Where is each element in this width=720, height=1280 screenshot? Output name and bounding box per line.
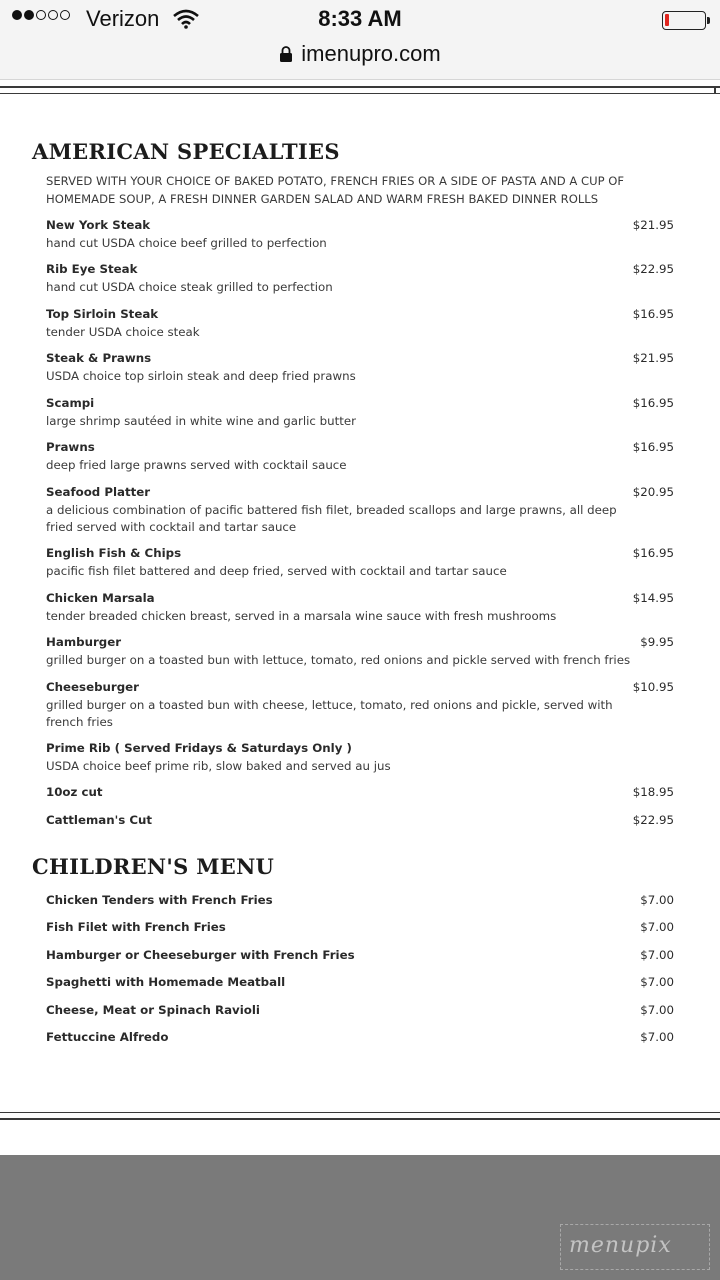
menu-item-name: Chicken Marsala — [46, 591, 155, 605]
menu-item-description: deep fried large prawns served with cocktail sauce — [46, 458, 347, 472]
menu-item-name: Cheeseburger — [46, 680, 140, 694]
menu-item-name: Scampi — [46, 396, 95, 410]
menu-item — [46, 351, 674, 385]
dot-leader — [154, 228, 629, 229]
menu-item-name: Cattleman's Cut — [46, 813, 153, 827]
dot-leader — [359, 958, 637, 959]
menu-item-name: Seafood Platter — [46, 485, 151, 499]
dot-leader — [264, 1013, 636, 1014]
menu-item-name: Cheese, Meat or Spinach Ravioli — [46, 1003, 260, 1017]
menu-item-description: hand cut USDA choice steak grilled to perfection — [46, 280, 333, 294]
menu-item-description: a delicious combination of pacific battered fish filet, breaded scallops and large prawns, all deep fried served with cocktail and tartar sauce — [46, 503, 617, 534]
menu-item-name: New York Steak — [46, 218, 151, 232]
menu-item-name: 10oz cut — [46, 785, 103, 799]
menu-item — [46, 546, 674, 580]
dot-leader — [125, 645, 636, 646]
menu-item — [46, 1030, 674, 1047]
clock: 8:33 AM — [318, 6, 402, 31]
menu-item-price: $20.95 — [632, 485, 674, 499]
battery-level — [665, 14, 669, 26]
menu-item-price: $7.00 — [640, 1030, 674, 1044]
watermark-text: menupix — [569, 1233, 672, 1258]
menu-item — [46, 218, 674, 252]
menu-item-prime-rib — [46, 741, 674, 775]
dot-leader — [141, 272, 628, 273]
menu-item-description: tender USDA choice steak — [46, 325, 200, 339]
menu-item-description: pacific fish filet battered and deep fried, served with cocktail and tartar sauce — [46, 564, 507, 578]
menu-item — [46, 680, 674, 731]
dot-leader — [162, 317, 629, 318]
section-intro: SERVED WITH YOUR CHOICE OF BAKED POTATO, FRENCH FRIES OR A SIDE OF PASTA AND A CUP OF HOMEMADE SOUP, A FRESH DINNER GARDEN SALAD AND WARM FRESH BAKED DINNER ROLLS — [46, 174, 625, 206]
menu-item — [46, 485, 674, 536]
menu-item-price: $9.95 — [640, 635, 674, 649]
menu-item-name: Top Sirloin Steak — [46, 307, 159, 321]
menu-item-description: grilled burger on a toasted bun with cheese, lettuce, tomato, red onions and pickle, served with french fries — [46, 698, 613, 729]
section-title-children: CHILDREN'S MENU — [32, 854, 275, 879]
dot-leader — [230, 930, 636, 931]
dot-leader — [155, 361, 629, 362]
dot-leader — [143, 690, 629, 691]
menu-item — [46, 307, 674, 341]
battery-icon — [662, 11, 706, 30]
menu-item-price: $21.95 — [632, 218, 674, 232]
menu-item-price: $16.95 — [632, 307, 674, 321]
menu-item-price: $14.95 — [632, 591, 674, 605]
menu-item-name: English Fish & Chips — [46, 546, 182, 560]
menu-item — [46, 813, 674, 830]
menu-item — [46, 785, 674, 802]
url-text[interactable]: imenupro.com — [301, 41, 441, 66]
menu-item-price: $16.95 — [632, 440, 674, 454]
menu-item — [46, 948, 674, 965]
dot-leader — [99, 450, 629, 451]
menu-item-name: Prawns — [46, 440, 95, 454]
dot-leader — [172, 1040, 636, 1041]
dot-leader — [107, 795, 629, 796]
menu-item-name: Prime Rib ( Served Fridays & Saturdays Only ) — [46, 741, 352, 755]
menu-item-name: Chicken Tenders with French Fries — [46, 893, 273, 907]
menu-item-name: Spaghetti with Homemade Meatball — [46, 975, 286, 989]
menu-item-price: $22.95 — [632, 262, 674, 276]
menu-item-name: Fettuccine Alfredo — [46, 1030, 169, 1044]
dot-leader — [154, 495, 629, 496]
menu-item-price: $7.00 — [640, 1003, 674, 1017]
menu-item-price: $7.00 — [640, 893, 674, 907]
menu-item-name: Fish Filet with French Fries — [46, 920, 226, 934]
menu-item-price: $7.00 — [640, 948, 674, 962]
page-border-bottom — [0, 1112, 720, 1120]
carrier-name: Verizon — [86, 6, 160, 31]
lock-icon — [279, 45, 293, 63]
dot-leader — [156, 823, 629, 824]
menu-item — [46, 591, 674, 625]
menu-item-price: $7.00 — [640, 975, 674, 989]
status-bar — [0, 6, 720, 36]
menu-item — [46, 920, 674, 937]
menu-item-price: $10.95 — [632, 680, 674, 694]
menu-item-price: $22.95 — [632, 813, 674, 827]
dot-leader — [98, 406, 628, 407]
menu-item-price: $16.95 — [632, 396, 674, 410]
section-title-american: AMERICAN SPECIALTIES — [32, 139, 340, 164]
dot-leader — [289, 985, 636, 986]
dot-leader — [159, 601, 629, 602]
menu-item-description: large shrimp sautéed in white wine and garlic butter — [46, 414, 356, 428]
menu-item-name: Hamburger — [46, 635, 122, 649]
menu-item-price: $7.00 — [640, 920, 674, 934]
menu-item — [46, 396, 674, 430]
menu-item-description: grilled burger on a toasted bun with lettuce, tomato, red onions and pickle served with french fries — [46, 653, 631, 667]
watermark-logo — [560, 1224, 710, 1270]
menu-item — [46, 975, 674, 992]
menu-item-name: Hamburger or Cheeseburger with French Fries — [46, 948, 355, 962]
menu-item-description: USDA choice beef prime rib, slow baked and served au jus — [46, 759, 391, 773]
page-border-corner — [714, 86, 716, 94]
menu-item-name: Steak & Prawns — [46, 351, 152, 365]
menu-item-name: Rib Eye Steak — [46, 262, 138, 276]
page-border-top — [0, 86, 720, 94]
address-bar[interactable] — [0, 40, 720, 68]
menu-item-description: USDA choice top sirloin steak and deep fried prawns — [46, 369, 356, 383]
menu-item — [46, 893, 674, 910]
menu-item — [46, 440, 674, 474]
menu-item-description: tender breaded chicken breast, served in a marsala wine sauce with fresh mushrooms — [46, 609, 557, 623]
menu-item-price: $18.95 — [632, 785, 674, 799]
menu-item-price: $21.95 — [632, 351, 674, 365]
browser-chrome — [0, 0, 720, 80]
menu-item-description: hand cut USDA choice beef grilled to perfection — [46, 236, 327, 250]
menu-item — [46, 635, 674, 669]
menu-item — [46, 262, 674, 296]
dot-leader — [277, 903, 637, 904]
menu-item — [46, 1003, 674, 1020]
menu-item-price: $16.95 — [632, 546, 674, 560]
dot-leader — [185, 556, 629, 557]
